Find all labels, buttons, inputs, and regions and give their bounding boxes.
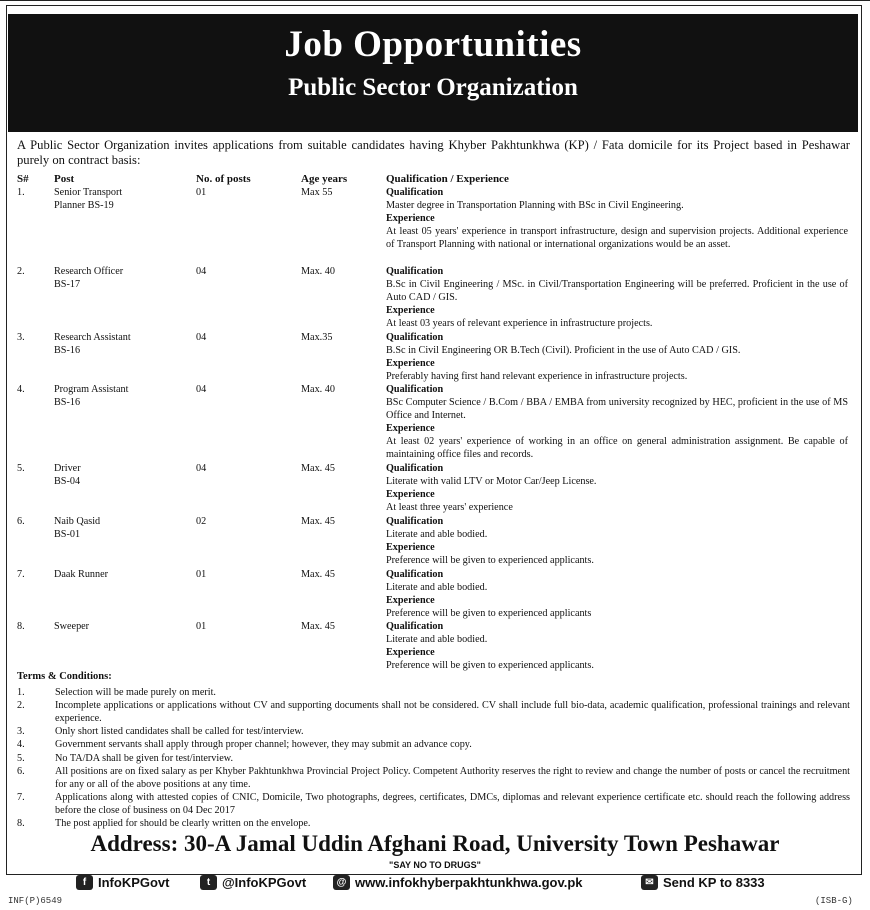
social-twitter: t @InfoKPGovt (200, 872, 306, 892)
job-experience-text: Preference will be given to experienced applicants. (386, 660, 594, 672)
job-age-limit: Max. 45 (301, 569, 335, 580)
job-qualification-label: Qualification (386, 516, 444, 527)
term-text: Selection will be made purely on merit. (55, 687, 216, 698)
social-facebook: f InfoKPGovt (76, 872, 170, 892)
job-age-limit: Max. 40 (301, 266, 335, 277)
social-website: @ www.infokhyberpakhtunkhwa.gov.pk (333, 872, 583, 892)
job-experience-text: At least three years' experience (386, 502, 513, 514)
page-title: Job Opportunities (284, 24, 582, 65)
job-post-title: Naib Qasid (54, 516, 101, 527)
job-experience-label: Experience (386, 305, 435, 317)
term-text: Incomplete applications or applications without CV and supporting documents shall not be considered. CV shall include full bio-data, academic qualification, professional trainings and relevant experience. (55, 700, 850, 724)
term-number: 1. (17, 687, 25, 698)
job-experience-label: Experience (386, 213, 435, 225)
job-age-limit: Max. 45 (301, 463, 335, 474)
job-experience-label: Experience (386, 423, 435, 435)
job-qualification-text: Literate and able bodied. (386, 582, 488, 594)
job-posts-count: 04 (196, 463, 207, 474)
job-sno: 1. (17, 187, 25, 198)
job-experience-text: Preference will be given to experienced applicants (386, 608, 592, 620)
job-qualification-text: Master degree in Transportation Planning with BSc in Civil Engineering. (386, 200, 684, 212)
job-qualification-text: Literate and able bodied. (386, 529, 488, 541)
term-text: Government servants shall apply through proper channel; however, they may submit an advance copy. (55, 739, 472, 750)
job-sno: 8. (17, 621, 25, 632)
job-age-limit: Max. 45 (301, 621, 335, 632)
job-post-title: Program Assistant (54, 384, 129, 395)
job-post-grade: BS-04 (54, 476, 81, 488)
job-qualification-text: Literate with valid LTV or Motor Car/Jeep License. (386, 476, 597, 488)
job-sno: 4. (17, 384, 25, 395)
job-post-title: Research Assistant (54, 332, 131, 343)
facebook-icon: f (76, 875, 93, 890)
term-number: 7. (17, 792, 25, 803)
job-posts-count: 01 (196, 569, 207, 580)
job-age-limit: Max. 45 (301, 516, 335, 527)
job-sno: 2. (17, 266, 25, 277)
job-qualification-label: Qualification (386, 332, 444, 343)
term-text: Applications along with attested copies of CNIC, Domicile, Two photographs, degrees, certificates, DMCs, diplomas and relevant experience certificate etc. should reach the following address before the close of business on 04 Dec 2017 (55, 792, 850, 816)
term-number: 5. (17, 753, 25, 764)
term-text: Only short listed candidates shall be called for test/interview. (55, 726, 304, 737)
job-qualification-label: Qualification (386, 463, 444, 474)
job-experience-label: Experience (386, 595, 435, 607)
slogan: "SAY NO TO DRUGS" (389, 860, 481, 870)
job-qualification-text: B.Sc in Civil Engineering OR B.Tech (Civil). Proficient in the use of Auto CAD / GIS. (386, 345, 741, 357)
footer-code-right: (ISB-G) (815, 896, 853, 906)
job-age-limit: Max 55 (301, 187, 333, 198)
term-number: 3. (17, 726, 25, 737)
job-sno: 6. (17, 516, 25, 527)
term-number: 2. (17, 700, 25, 711)
col-posts: No. of posts (196, 173, 251, 185)
page-subtitle: Public Sector Organization (288, 74, 578, 101)
social-sms: ✉ Send KP to 8333 (641, 872, 765, 892)
job-qualification-text: B.Sc in Civil Engineering / MSc. in Civil/Transportation Engineering will be preferred. Proficient in the use of Auto CAD / GIS. (386, 279, 848, 304)
job-sno: 5. (17, 463, 25, 474)
job-sno: 3. (17, 332, 25, 343)
term-text: All positions are on fixed salary as per Khyber Pakhtunkhwa Provincial Project Policy. Competent Authority reserves the right to review and change the number of posts or cancel the recruitment for any or all of the above positions at any time. (55, 766, 850, 790)
message-icon: ✉ (641, 875, 658, 890)
job-experience-text: At least 03 years of relevant experience in infrastructure projects. (386, 318, 653, 330)
col-age: Age years (301, 173, 348, 185)
job-experience-text: Preference will be given to experienced applicants. (386, 555, 594, 567)
footer-code-left: INF(P)6549 (8, 896, 63, 906)
col-post: Post (54, 173, 75, 185)
job-qualification-label: Qualification (386, 621, 444, 632)
job-posts-count: 01 (196, 621, 207, 632)
intro-text: A Public Sector Organization invites applications from suitable candidates having Khyber Pakhtunkhwa (KP) / Fata domicile for its Project based in Peshawar purely on contract basis: (17, 138, 850, 167)
job-post-title: Research Officer (54, 266, 124, 277)
job-qualification-label: Qualification (386, 187, 444, 198)
job-post-title: Senior Transport (54, 187, 123, 198)
header-banner (8, 14, 858, 132)
term-number: 6. (17, 766, 25, 777)
term-text: No TA/DA shall be given for test/interview. (55, 753, 233, 764)
job-post-grade: Planner BS-19 (54, 200, 114, 212)
job-posts-count: 04 (196, 332, 207, 343)
job-age-limit: Max. 40 (301, 384, 335, 395)
job-post-grade: BS-01 (54, 529, 81, 541)
job-experience-text: At least 02 years' experience of working in an office on general administration assignment. Be capable of maintaining office files and records. (386, 436, 848, 461)
col-qualification: Qualification / Experience (386, 173, 509, 185)
term-number: 4. (17, 739, 25, 750)
job-post-grade: BS-17 (54, 279, 81, 291)
job-experience-label: Experience (386, 489, 435, 501)
job-post-grade: BS-16 (54, 345, 81, 357)
job-sno: 7. (17, 569, 25, 580)
job-posts-count: 04 (196, 266, 207, 277)
col-sno: S# (17, 173, 29, 185)
job-post-title: Driver (54, 463, 81, 474)
term-text: The post applied for should be clearly written on the envelope. (55, 818, 311, 829)
globe-icon: @ (333, 875, 350, 890)
job-posts-count: 04 (196, 384, 207, 395)
job-qualification-label: Qualification (386, 384, 444, 395)
address: Address: 30-A Jamal Uddin Afghani Road, University Town Peshawar (90, 831, 780, 856)
job-experience-text: At least 05 years' experience in transport infrastructure, design and supervision projects. Additional experience of Transport Planning with national or international organizations would be an asset. (386, 226, 848, 251)
job-age-limit: Max.35 (301, 332, 333, 343)
job-qualification-label: Qualification (386, 266, 444, 277)
job-posts-count: 01 (196, 187, 207, 198)
job-experience-label: Experience (386, 647, 435, 659)
job-post-title: Daak Runner (54, 569, 109, 580)
term-number: 8. (17, 818, 25, 829)
job-qualification-text: BSc Computer Science / B.Com / BBA / EMBA from university recognized by HEC, proficient in the use of MS Office and Internet. (386, 397, 848, 422)
job-experience-label: Experience (386, 358, 435, 370)
job-experience-label: Experience (386, 542, 435, 554)
job-posts-count: 02 (196, 516, 207, 527)
twitter-icon: t (200, 875, 217, 890)
terms-title: Terms & Conditions: (17, 671, 112, 682)
job-qualification-text: Literate and able bodied. (386, 634, 488, 646)
job-qualification-label: Qualification (386, 569, 444, 580)
job-post-grade: BS-16 (54, 397, 81, 409)
job-experience-text: Preferably having first hand relevant experience in infrastructure projects. (386, 371, 688, 383)
job-post-title: Sweeper (54, 621, 90, 632)
